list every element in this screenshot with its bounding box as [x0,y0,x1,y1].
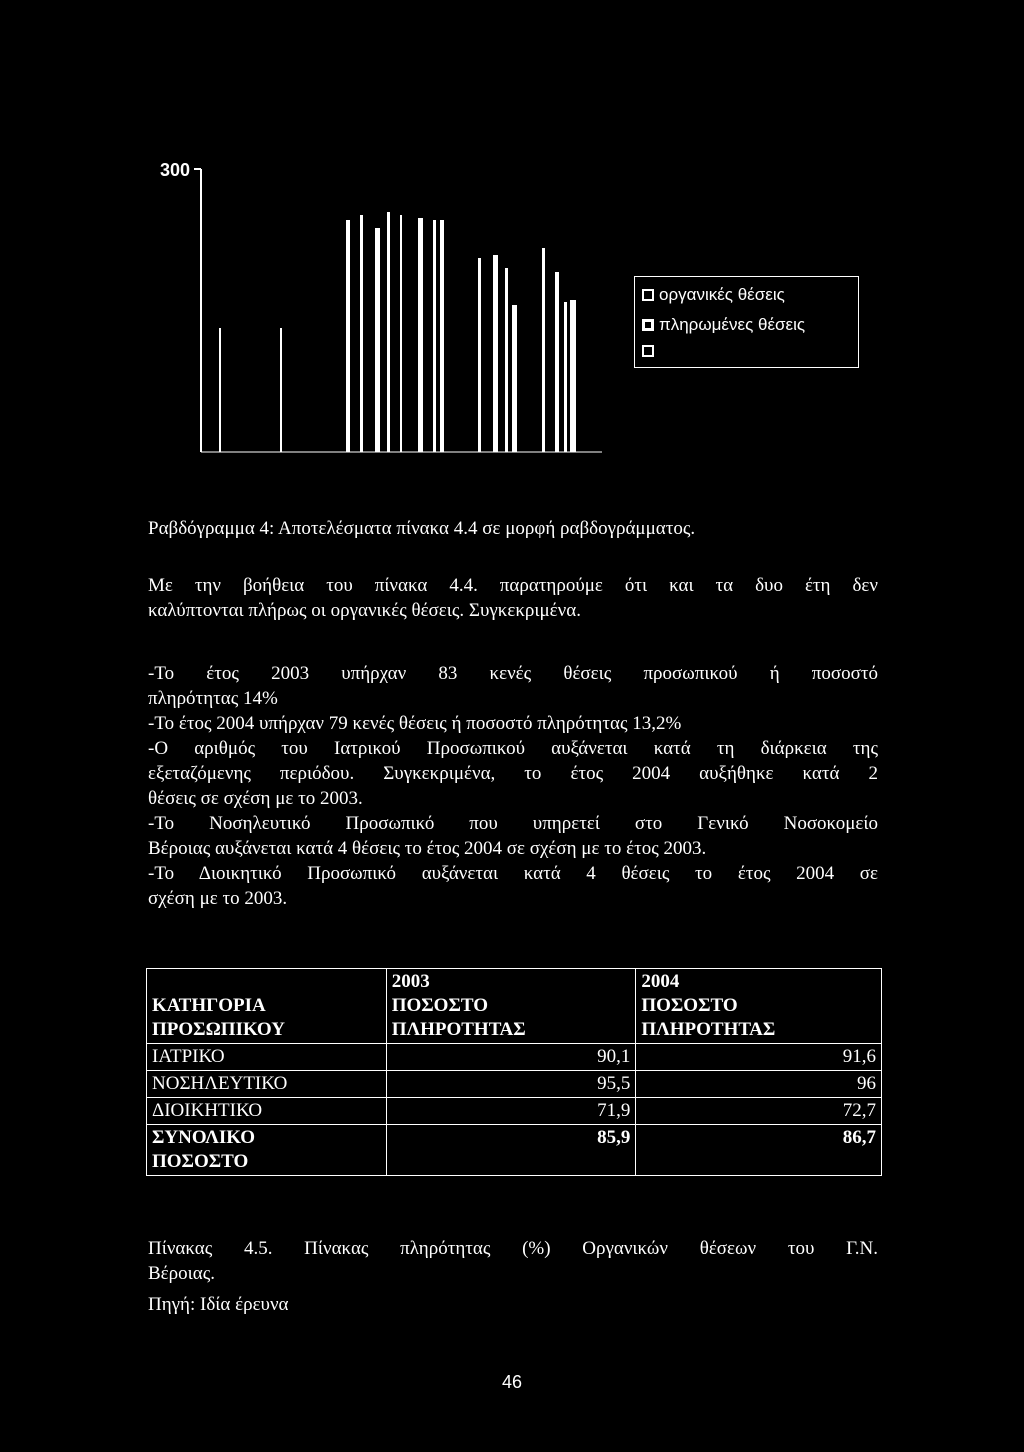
row-category: ΙΑΤΡΙΚΟ [147,1044,387,1071]
bar [400,215,402,452]
bar [440,220,444,452]
legend-label: πληρωμένες θέσεις [659,315,806,334]
bullet-line: -Ο αριθμός του Ιατρικού Προσωπικού αυξάνεται κατά τη διάρκεια της [148,738,878,759]
bar [542,248,545,452]
bar [387,212,390,452]
legend-item [642,315,805,335]
legend-item [642,345,659,357]
value-2004: 96 [636,1071,882,1098]
bar-group-1 [220,328,281,452]
page-number: 46 [501,1372,523,1392]
bar [493,255,498,452]
intro-paragraph [148,573,878,623]
bar [570,300,576,452]
source-note: Πηγή: Ιδία έρευνα [148,1294,289,1315]
chart-legend [634,276,859,368]
y-axis-max-label: 300 [160,160,191,180]
table-caption-line: Βέροιας. [148,1263,215,1284]
bar [505,268,508,452]
bar-chart [150,150,890,470]
table-row [147,1098,882,1125]
header-2003: 2003 ΠΟΣΟΣΤΟ ΠΛΗΡΟΤΗΤΑΣ [386,969,636,1044]
bar [564,302,567,452]
row-category: ΔΙΟΙΚΗΤΙΚΟ [147,1098,387,1125]
bullet-line: -Το Νοσηλευτικό Προσωπικό που υπηρετεί στο Γενικό Νοσοκομείο [148,813,878,834]
bar [478,258,481,452]
table-caption-line: Πίνακας 4.5. Πίνακας πληρότητας (%) Οργανικών θέσεων του Γ.Ν. [148,1238,878,1259]
total-2003: 85,9 [386,1125,636,1176]
table-row [147,1044,882,1071]
table-total-row [147,1125,882,1176]
bullet-line: -Το έτος 2003 υπήρχαν 83 κενές θέσεις προσωπικού ή ποσοστό [148,663,878,684]
total-2004: 86,7 [636,1125,882,1176]
bar [360,215,363,452]
bar [346,220,350,452]
bullet-line: θέσεις σε σχέση με το 2003. [148,788,363,809]
legend-swatch-filled [642,319,654,331]
occupancy-table-wrapper [146,968,882,1176]
legend-item [642,285,785,305]
chart-caption: Ραβδόγραμμα 4: Αποτελέσματα πίνακα 4.4 σε μορφή ραβδογράμματος. [148,518,696,539]
bar [375,228,380,452]
table-row [147,1071,882,1098]
bullet-line: -Το έτος 2004 υπήρχαν 79 κενές θέσεις ή ποσοστό πληρότητας 13,2% [148,713,682,734]
value-2003: 95,5 [386,1071,636,1098]
legend-swatch-outline [642,345,654,357]
table-caption [148,1236,878,1286]
intro-line: Με την βοήθεια του πίνακα 4.4. παρατηρούμε ότι και τα δυο έτη δεν [148,575,878,596]
bullet-line: εξεταζόμενης περιόδου. Συγκεκριμένα, το έτος 2004 αυξήθηκε κατά 2 [148,763,878,784]
value-2003: 71,9 [386,1098,636,1125]
total-category: ΣΥΝΟΛΙΚΟ ΠΟΣΟΣΤΟ [147,1125,387,1176]
bullet-line: -Το Διοικητικό Προσωπικό αυξάνεται κατά 4 θέσεις το έτος 2004 σε [148,863,878,884]
bar-group-2 [346,212,444,452]
value-2004: 91,6 [636,1044,882,1071]
legend-swatch-outline [642,289,654,301]
bar-group-3 [478,248,576,452]
bullet-line: Βέροιας αυξάνεται κατά 4 θέσεις το έτος 2004 σε σχέση με το έτος 2003. [148,838,707,859]
bullet-line: πληρότητας 14% [148,688,278,709]
row-category: ΝΟΣΗΛΕΥΤΙΚΟ [147,1071,387,1098]
bar [433,220,436,452]
value-2004: 72,7 [636,1098,882,1125]
legend-label: οργανικές θέσεις [659,285,785,304]
bullet-line: σχέση με το 2003. [148,888,288,909]
observations-list [148,661,878,911]
intro-line: καλύπτονται πλήρως οι οργανικές θέσεις. Συγκεκριμένα. [148,600,581,621]
occupancy-table [146,968,882,1176]
header-category: ΚΑΤΗΓΟΡΙΑ ΠΡΟΣΩΠΙΚΟΥ [147,969,387,1044]
bar [418,218,423,452]
bar [512,305,517,452]
bar [555,272,559,452]
table-header-row [147,969,882,1044]
value-2003: 90,1 [386,1044,636,1071]
header-2004: 2004 ΠΟΣΟΣΤΟ ΠΛΗΡΟΤΗΤΑΣ [636,969,882,1044]
